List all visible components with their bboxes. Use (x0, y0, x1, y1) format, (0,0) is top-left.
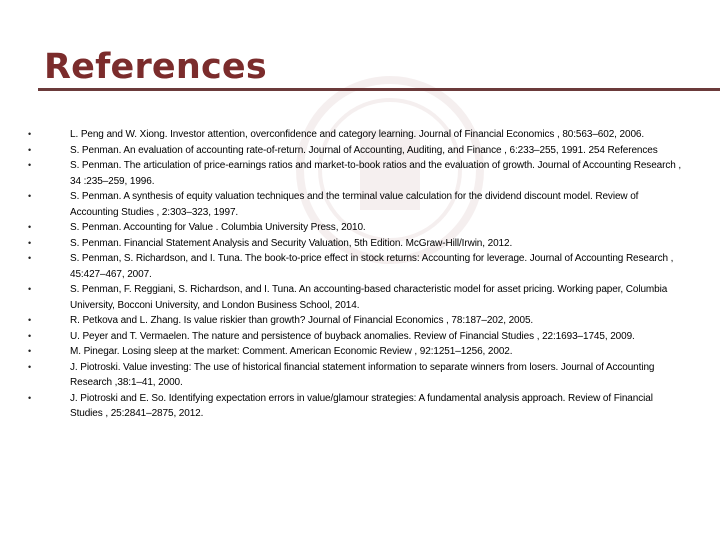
reference-list (26, 127, 682, 422)
reference-item (26, 127, 682, 143)
bullet-icon: • (28, 144, 32, 155)
slide-title: References (44, 47, 267, 87)
reference-item (26, 282, 682, 313)
reference-item (26, 391, 682, 422)
bullet-icon: • (28, 346, 32, 356)
reference-text: J. Piotroski and E. So. Identifying expectation errors in value/glamour strategies: A fundamental analysis approach. Review of Financial Studies , 25:2841–2875, 2012. (70, 392, 653, 419)
bullet-icon: • (28, 330, 32, 341)
reference-text: L. Peng and W. Xiong. Investor attention, overconfidence and category learning. Journal of Financial Economics , 80:563–602, 2006. (70, 129, 645, 140)
bullet-icon: • (28, 284, 32, 294)
reference-text: S. Penman, F. Reggiani, S. Richardson, and I. Tuna. An accounting-based characteristic model for asset pricing. Working paper, Columbia University, Bocconi University, and London Business School, 2014. (70, 284, 668, 311)
reference-text: R. Petkova and L. Zhang. Is value riskier than growth? Journal of Financial Economics , 78:187–202, 2005. (70, 315, 534, 326)
bullet-icon: • (28, 129, 32, 139)
reference-text: S. Penman. Financial Statement Analysis and Security Valuation, 5th Edition. McGraw-Hill/Irwin, 2012. (70, 237, 513, 249)
reference-text: J. Piotroski. Value investing: The use of historical financial statement information to separate winners from losers. Journal of Accounting Research ,38:1–41, 2000. (70, 361, 655, 388)
reference-text: S. Penman. An evaluation of accounting rate-of-return. Journal of Accounting, Auditing, and Finance , 6:233–255, 1991. 254 References (70, 144, 658, 156)
reference-item (26, 360, 682, 391)
reference-item (26, 313, 682, 329)
bullet-icon: • (28, 315, 32, 325)
reference-item (26, 220, 682, 236)
bullet-icon: • (28, 237, 32, 248)
reference-item (26, 189, 682, 220)
reference-item (26, 236, 682, 252)
bullet-icon: • (28, 392, 32, 403)
bullet-icon: • (28, 361, 32, 372)
reference-text: S. Penman. A synthesis of equity valuation techniques and the terminal value calculation for the dividend discount model. Review of Accounting Studies , 2:303–323, 1997. (70, 191, 639, 218)
reference-text: S. Penman. The articulation of price-earnings ratios and market-to-book ratios and the evaluation of growth. Journal of Accounting Research , 34 :235–259, 1996. (70, 160, 682, 187)
reference-item (26, 344, 682, 360)
reference-item (26, 329, 682, 345)
bullet-icon: • (28, 160, 32, 170)
bullet-icon: • (28, 191, 32, 201)
bullet-icon: • (28, 253, 32, 263)
reference-item (26, 251, 682, 282)
reference-text: M. Pinegar. Losing sleep at the market: Comment. American Economic Review , 92:1251–1256, 2002. (70, 346, 513, 357)
reference-item (26, 143, 682, 159)
reference-text: S. Penman. Accounting for Value . Columbia University Press, 2010. (70, 222, 366, 233)
reference-item (26, 158, 682, 189)
bullet-icon: • (28, 222, 32, 232)
reference-text: U. Peyer and T. Vermaelen. The nature and persistence of buyback anomalies. Review of Financial Studies , 22:1693–1745, 2009. (70, 330, 635, 342)
reference-text: S. Penman, S. Richardson, and I. Tuna. The book-to-price effect in stock returns: Accounting for leverage. Journal of Accounting Research , 45:427–467, 2007. (70, 253, 674, 280)
